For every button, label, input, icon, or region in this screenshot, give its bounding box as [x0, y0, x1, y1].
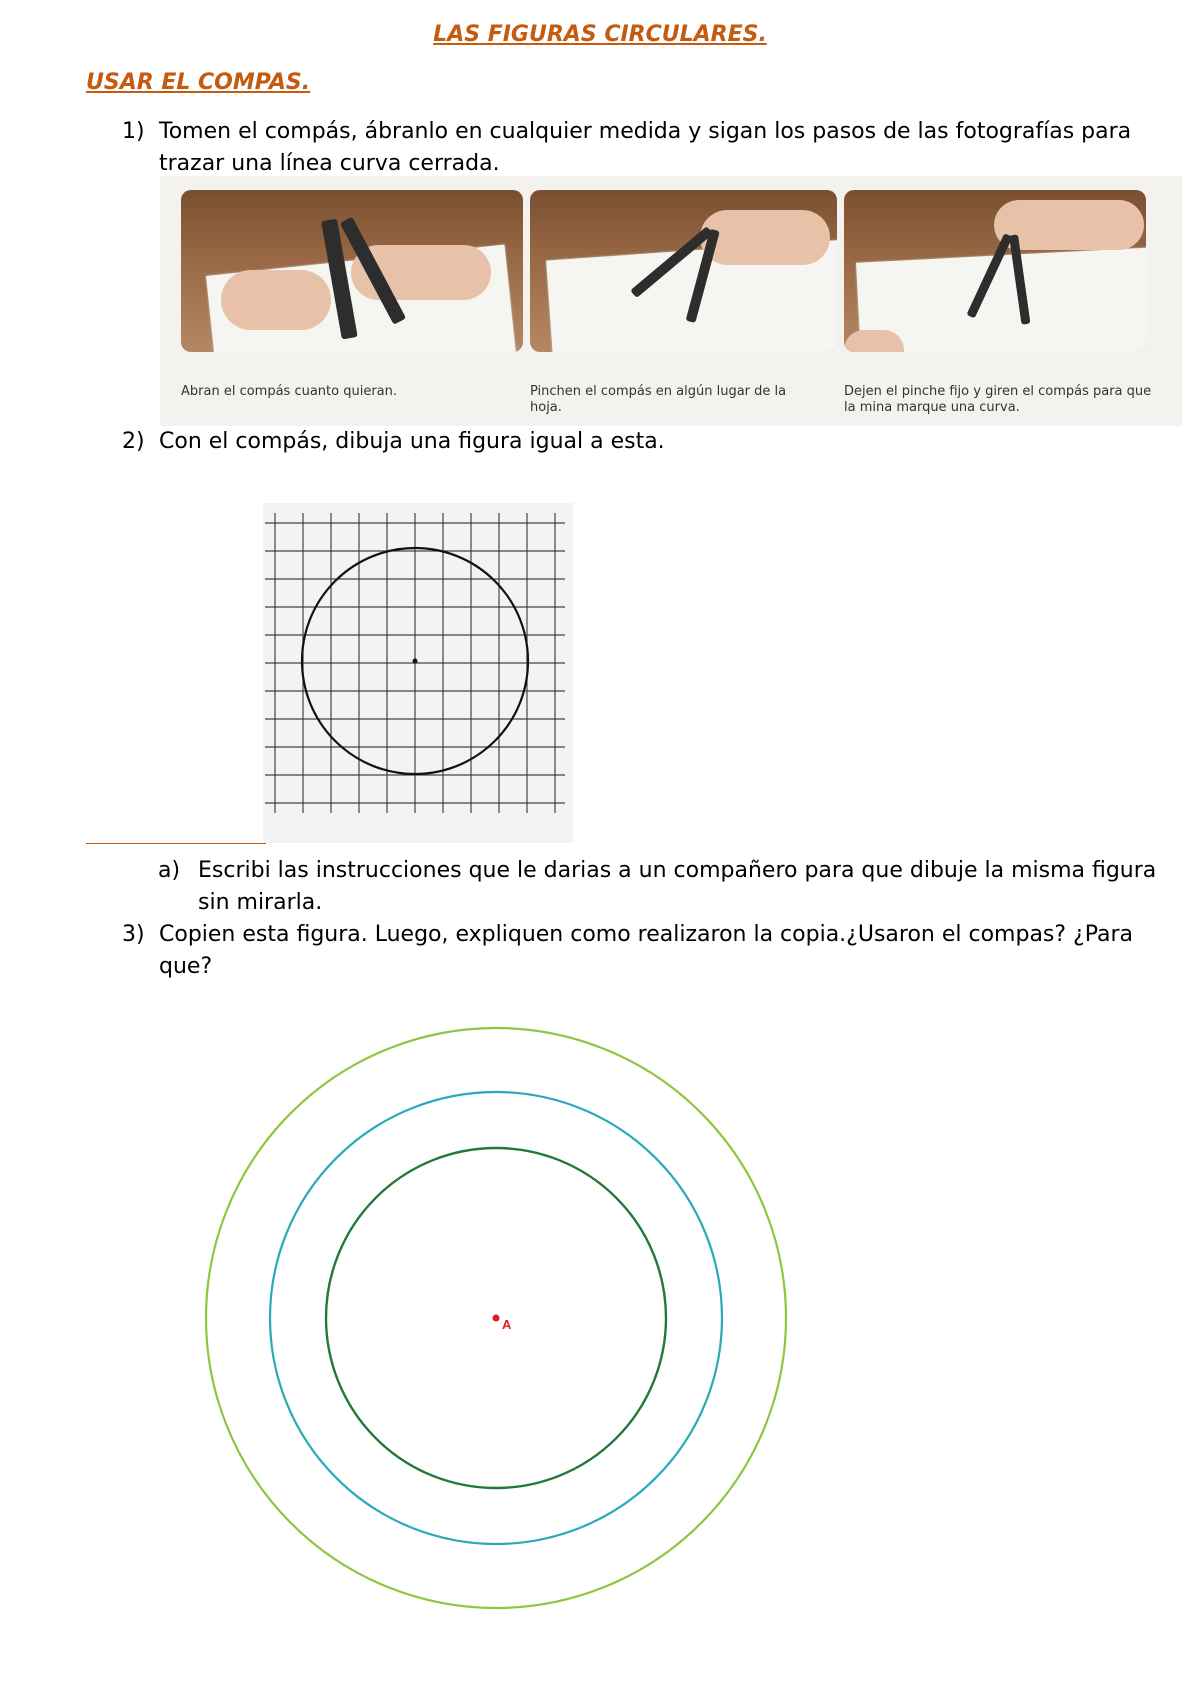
question-text: Con el compás, dibuja una figura igual a esta. [159, 429, 665, 454]
concentric-circles-figure [168, 995, 858, 1635]
circle-center-point [413, 659, 418, 664]
question-3 [122, 919, 1177, 983]
compass-steps-photos [160, 176, 1182, 426]
question-1 [122, 116, 1177, 180]
question-number: 1) [122, 119, 145, 144]
question-number: 2) [122, 429, 145, 454]
photo-caption-2: Pinchen el compás en algún lugar de la hoja. [530, 384, 787, 415]
photo-caption-3: Dejen el pinche fijo y giren el compás para que la mina marque una curva. [844, 384, 1152, 415]
grid-circle-figure [263, 503, 573, 843]
section-subtitle: USAR EL COMPAS. [86, 70, 311, 95]
center-point-a [493, 1315, 500, 1322]
page-title: LAS FIGURAS CIRCULARES. [433, 22, 767, 47]
photo-step-1 [181, 190, 523, 352]
question-2 [122, 426, 1177, 458]
question-a [158, 855, 1183, 919]
question-text: Escribi las instrucciones que le darias a un compañero para que dibuje la misma figura sin mirarla. [198, 858, 1157, 915]
photo-caption-1: Abran el compás cuanto quieran. [181, 384, 398, 399]
point-a-label: A [502, 1317, 512, 1332]
divider-line [86, 843, 266, 844]
photo-step-2 [530, 190, 837, 352]
question-text: Copien esta figura. Luego, expliquen como realizaron la copia.¿Usaron el compas? ¿Para que? [159, 922, 1134, 979]
question-text: Tomen el compás, ábranlo en cualquier medida y sigan los pasos de las fotografías para trazar una línea curva cerrada. [159, 119, 1132, 176]
question-number: a) [158, 858, 181, 883]
photo-step-3 [844, 190, 1146, 352]
question-number: 3) [122, 922, 145, 947]
